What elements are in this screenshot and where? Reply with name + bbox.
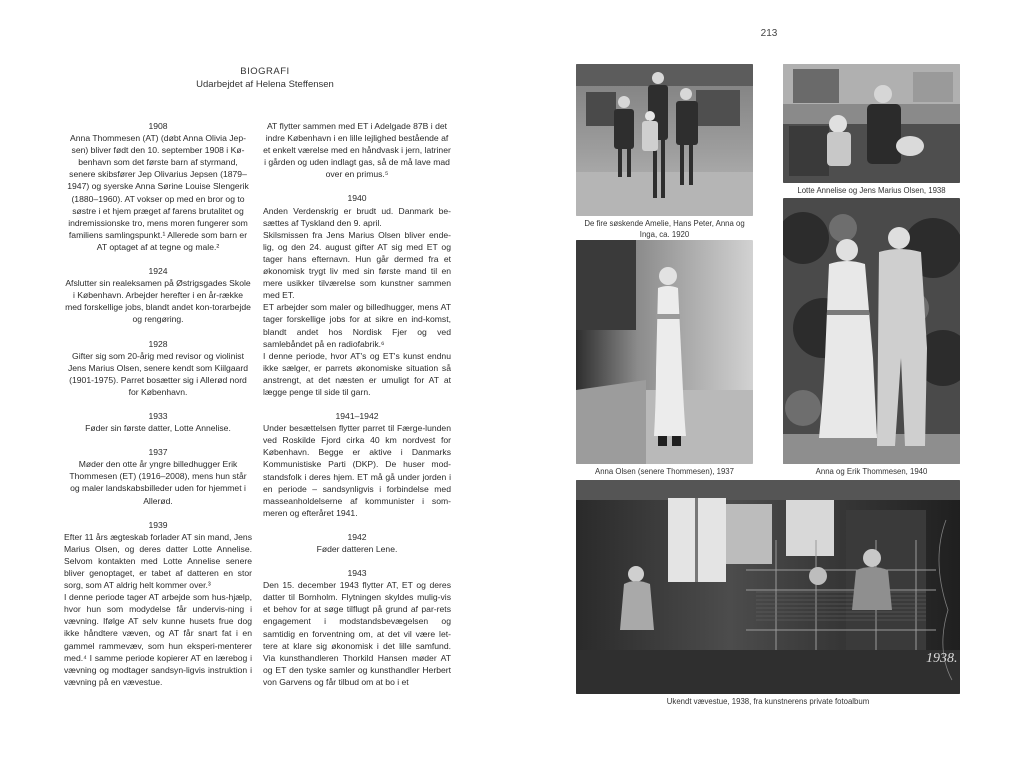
paragraph: I denne periode tager AT arbejde som hus-hjælp, hvor hun som modydelse får undervis-ning i vævning. Ifølge AT selv kunne husets frue dog ikke håndtere væven, og AT får snart fat i en gammel rammevæv, som hun eksperi-menterer med.⁴ I samme periode kopierer AT en lærebog i vævning og modtager sandsyn-ligvis instruktion i vævning på en vævestue. [64,592,252,687]
year-heading: 1940 [347,193,367,204]
couple-image [783,198,960,464]
lotte-image [783,64,960,183]
siblings-image [576,64,753,216]
paragraph: Under besættelsen flytter parret til Færge-lunden ved Roskilde Fjord cirka 40 km nordvest for København. Begge er aktive i Danmarks Kommunistiske Parti (DKP). De huser mod-standsfolk i deres hjem. ET må gå under jorden i en periode – sandsynligvis i forbindelse med masseanholdelserne af kommunister i som-meren og efteråret 1941. [263,423,451,518]
photo-anna-1937 [576,240,753,464]
year-heading: 1908 [148,121,168,131]
text-column-right [263,120,451,688]
paragraph: Den 15. december 1943 flytter AT, ET og deres datter til Bornholm. Flytningen skyldes mulig-vis et behov for at søge tilflugt på grund af par-rets engagement i modstandsbevægelsen og samtidig en forventning om, at det vil være let-tere at klare sig økonomisk i det lille samfund. Via kunsthandleren Thorkild Hansen møder AT og ET den tyske samler og kunsthandler Herbert von Garvens og får tilbud om at bo i et [263,580,451,687]
paragraph: I denne periode, hvor AT's og ET's kunst endnu ikke sælger, er parrets økonomiske situation så anstrengt, at det næsten er umuligt for AT at lægge penge til side til garn. [263,350,451,397]
year-heading: 1933 [148,410,168,421]
year-heading: 1924 [148,266,168,277]
photo-anna-and-erik-1940 [783,198,960,464]
caption-anna-and-erik-1940: Anna og Erik Thommesen, 1940 [815,467,928,476]
caption-siblings: De fire søskende Amelie, Hans Peter, Anna og Inga, ca. 1920 [584,219,745,239]
page-number: 213 [760,28,778,39]
paragraph: Gifter sig som 20-årig med revisor og violinist Jens Marius Olsen, senere kendt som Kiilgaard (1901-1975). Parret bosætter sig i Allerød nord for København. [67,350,249,397]
paragraph: Skilsmissen fra Jens Marius Olsen bliver ende-lig, og den 24. august gifter AT sig med ET og tager hans efternavn. Hun går dermed fra et økonomisk trygt liv med sin første mand til en mere usikker tilværelse som kunstner sammen med ET. [263,229,451,301]
section-subtitle: Udarbejdet af Helena Steffensen [196,79,334,90]
paragraph: ET arbejder som maler og billedhugger, mens AT tager forskellige jobs for at sikre en ind-komst, blandt andet hos Nordisk Fjer og ved samlebåndet på en radiofabrik.⁶ [263,302,451,349]
year-heading: 1937 [148,447,168,458]
paragraph: Møder den otte år yngre billedhugger Erik Thommesen (ET) (1916–2008), mens hun står og maler landskabsbilleder uden for hjemmet i Allerød. [69,459,247,506]
caption-weaving-room: Ukendt vævestue, 1938, fra kunstnerens private fotoalbum [666,697,870,706]
weaving-inscription: 1938. [926,651,958,666]
year-heading: 1941–1942 [335,411,379,422]
paragraph: Efter 11 års ægteskab forlader AT sin mand, Jens Marius Olsen, og deres datter Lotte Annelise. Selvom kontakten med Lotte Annelise senere bliver genoptaget, er tabet af datteren en stor sorg, som AT aldrig helt kommer over.³ [64,531,252,591]
paragraph: Afslutter sin realeksamen på Østrigsgades Skole i København. Arbejder herefter i en år-række med forskellige jobs, blandt andet kon-torarbejde og rengøring. [65,278,251,325]
photo-weaving-room [576,480,960,694]
paragraph: Anden Verdenskrig er brudt ud. Danmark be-sættes af Tyskland den 9. april. [263,205,451,228]
section-title: BIOGRAFI [240,66,290,77]
paragraph: AT flytter sammen med ET i Adelgade 87B i det indre København i en lille lejlighed bestående af et enkelt værelse med en håndvask i jern, latriner i gården og uden indlagt gas, så de må lave mad over en primus.⁵ [263,121,451,180]
year-heading: 1928 [148,338,168,349]
photo-siblings [576,64,753,216]
caption-lotte-and-jens: Lotte Annelise og Jens Marius Olsen, 1938 [797,186,946,195]
anna-image [576,240,753,464]
paragraph: Føder sin første datter, Lotte Annelise. [85,423,231,434]
weaving-image [576,480,960,694]
biography-header [160,65,370,91]
text-column-left [64,120,252,688]
year-heading: 1939 [148,519,168,530]
caption-anna-1937: Anna Olsen (senere Thommesen), 1937 [595,467,734,476]
paragraph: Føder datteren Lene. [316,544,398,554]
year-heading: 1943 [347,568,367,579]
photo-lotte-and-jens [783,64,960,183]
paragraph: Anna Thommesen (AT) (døbt Anna Olivia Jep-sen) bliver født den 10. september 1908 i Kø-benhavn som det første barn af styrmand, senere skibsfører Jep Olivarius Jepsen (1879–1947) og syerske Anna Sørine Louise Slengerik (1880–1960). AT vokser op med en bror og to søstre i et hjem præget af farens brutalitet og indremissionske tro, mens moren fungerer som familiens samlingspunkt.¹ Allerede som barn er AT optaget af at tegne og male.² [67,133,249,252]
year-heading: 1942 [347,531,367,542]
